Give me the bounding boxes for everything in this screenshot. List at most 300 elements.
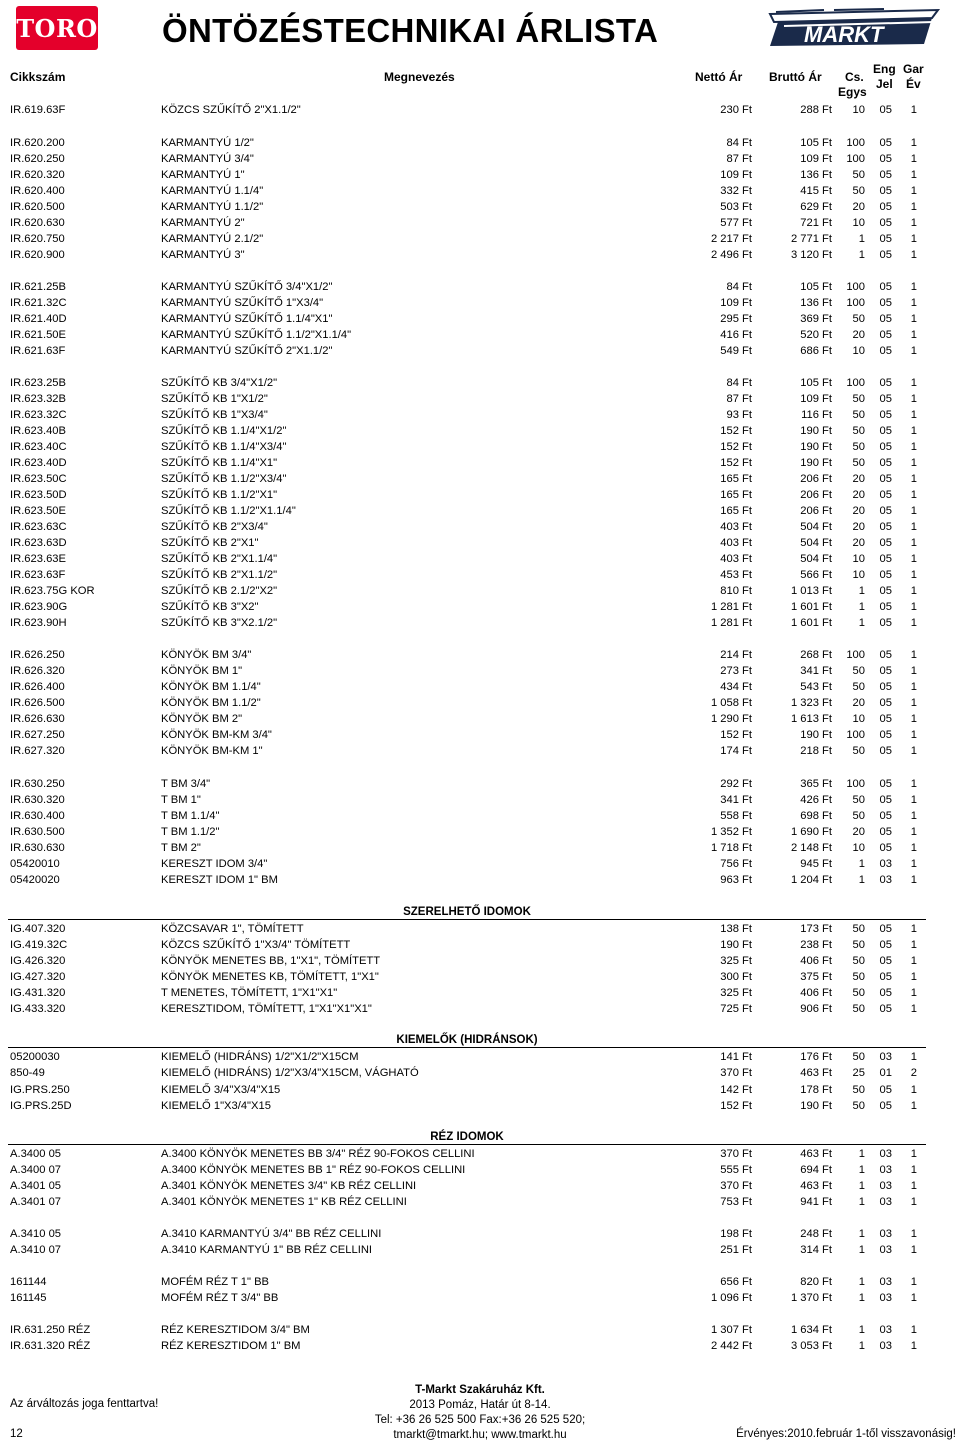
row-pack-unit: 100 [846, 281, 865, 293]
row-code: IG.PRS.250 [10, 1084, 70, 1096]
row-code: IR.630.320 [10, 794, 65, 806]
row-name: KÖNYÖK BM 1.1/2" [161, 697, 261, 709]
row-gross-price: 190 Ft [800, 457, 832, 469]
row-name: KARMANTYÚ 1/2" [161, 137, 254, 149]
row-license-mark: 03 [879, 1244, 892, 1256]
row-net-price: 549 Ft [720, 345, 752, 357]
row-pack-unit: 50 [852, 313, 865, 325]
row-gross-price: 686 Ft [800, 345, 832, 357]
row-warranty-years: 1 [910, 1003, 917, 1015]
row-gross-price: 945 Ft [800, 858, 832, 870]
row-warranty-years: 1 [910, 665, 917, 677]
table-row [0, 423, 960, 439]
row-warranty-years: 1 [910, 489, 917, 501]
row-license-mark: 05 [879, 1100, 892, 1112]
row-code: IR.623.90H [10, 617, 67, 629]
row-pack-unit: 50 [852, 441, 865, 453]
row-code: IR.623.50D [10, 489, 67, 501]
table-row [0, 279, 960, 295]
row-net-price: 453 Ft [720, 569, 752, 581]
row-gross-price: 543 Ft [800, 681, 832, 693]
row-code: A.3400 05 [10, 1148, 62, 1160]
row-code: 161144 [10, 1276, 47, 1288]
row-name: KARMANTYÚ SZŰKÍTŐ 1.1/2"X1.1/4" [161, 329, 352, 341]
row-code: IG.426.320 [10, 955, 66, 967]
row-warranty-years: 1 [910, 842, 917, 854]
row-name: KÖZCS SZŰKÍTŐ 1"X3/4" TÖMÍTETT [161, 939, 351, 951]
row-pack-unit: 20 [852, 697, 865, 709]
row-gross-price: 190 Ft [800, 1100, 832, 1112]
table-row [0, 343, 960, 359]
row-warranty-years: 1 [910, 1180, 917, 1192]
row-license-mark: 05 [879, 569, 892, 581]
row-name: SZŰKÍTŐ KB 2"X3/4" [161, 521, 268, 533]
row-license-mark: 05 [879, 249, 892, 261]
row-license-mark: 03 [879, 1051, 892, 1063]
row-name: A.3401 KÖNYÖK MENETES 1" KB RÉZ CELLINI [161, 1196, 407, 1208]
row-gross-price: 406 Ft [800, 987, 832, 999]
row-name: SZŰKÍTŐ KB 1.1/2"X1.1/4" [161, 505, 296, 517]
row-code: IR.619.63F [10, 104, 66, 116]
row-name: SZŰKÍTŐ KB 1.1/2"X1" [161, 489, 278, 501]
row-name: KARMANTYÚ 2.1/2" [161, 233, 264, 245]
row-code: IR.623.32B [10, 393, 66, 405]
row-net-price: 87 Ft [726, 153, 752, 165]
row-pack-unit: 1 [858, 1276, 865, 1288]
row-net-price: 370 Ft [720, 1067, 752, 1079]
row-pack-unit: 100 [846, 377, 865, 389]
row-net-price: 84 Ft [726, 377, 752, 389]
row-pack-unit: 50 [852, 169, 865, 181]
row-net-price: 198 Ft [720, 1228, 752, 1240]
row-name: SZŰKÍTŐ KB 1.1/4"X1" [161, 457, 278, 469]
row-pack-unit: 1 [858, 1180, 865, 1192]
row-name: SZŰKÍTŐ KB 1"X1/2" [161, 393, 268, 405]
row-license-mark: 05 [879, 425, 892, 437]
row-warranty-years: 1 [910, 569, 917, 581]
row-pack-unit: 100 [846, 778, 865, 790]
row-warranty-years: 1 [910, 1292, 917, 1304]
row-license-mark: 05 [879, 971, 892, 983]
row-name: SZŰKÍTŐ KB 2"X1" [161, 537, 259, 549]
row-pack-unit: 25 [852, 1067, 865, 1079]
row-gross-price: 1 204 Ft [790, 874, 832, 886]
row-code: IR.626.250 [10, 649, 65, 661]
row-name: RÉZ KERESZTIDOM 3/4" BM [161, 1324, 310, 1336]
row-code: IR.630.630 [10, 842, 65, 854]
row-pack-unit: 1 [858, 1244, 865, 1256]
row-code: IR.623.40C [10, 441, 67, 453]
section-heading: SZERELHETŐ IDOMOK [8, 906, 926, 920]
row-warranty-years: 1 [910, 713, 917, 725]
table-row [0, 711, 960, 727]
row-gross-price: 1 634 Ft [790, 1324, 832, 1336]
row-pack-unit: 1 [858, 249, 865, 261]
row-code: IR.623.63C [10, 521, 67, 533]
row-warranty-years: 1 [910, 169, 917, 181]
footer-validity: Érvényes:2010.február 1-től visszavonásig! [736, 1428, 956, 1440]
row-name: T BM 1.1/4" [161, 810, 220, 822]
row-net-price: 230 Ft [720, 104, 752, 116]
row-name: KÖNYÖK BM 2" [161, 713, 243, 725]
row-gross-price: 365 Ft [800, 778, 832, 790]
row-license-mark: 05 [879, 297, 892, 309]
row-name: KÖNYÖK MENETES KB, TÖMÍTETT, 1"X1" [161, 971, 379, 983]
footer-company: T-Markt Szakáruház Kft. [415, 1384, 545, 1396]
row-name: KARMANTYÚ SZŰKÍTŐ 1"X3/4" [161, 297, 324, 309]
row-code: IR.630.250 [10, 778, 65, 790]
table-row [0, 215, 960, 231]
row-gross-price: 288 Ft [800, 104, 832, 116]
row-license-mark: 05 [879, 1003, 892, 1015]
row-gross-price: 1 601 Ft [790, 601, 832, 613]
row-net-price: 753 Ft [720, 1196, 752, 1208]
row-pack-unit: 1 [858, 1148, 865, 1160]
row-license-mark: 05 [879, 681, 892, 693]
row-name: KERESZTIDOM, TÖMÍTETT, 1"X1"X1"X1" [161, 1003, 372, 1015]
row-code: IR.623.63E [10, 553, 66, 565]
row-license-mark: 05 [879, 665, 892, 677]
table-row [0, 663, 960, 679]
row-code: IR.620.750 [10, 233, 65, 245]
row-net-price: 403 Ft [720, 521, 752, 533]
row-gross-price: 1 613 Ft [790, 713, 832, 725]
row-warranty-years: 1 [910, 473, 917, 485]
row-warranty-years: 1 [910, 810, 917, 822]
row-license-mark: 05 [879, 955, 892, 967]
row-code: IR.626.320 [10, 665, 65, 677]
row-warranty-years: 1 [910, 1324, 917, 1336]
row-pack-unit: 50 [852, 971, 865, 983]
row-name: A.3410 KARMANTYÚ 3/4" BB RÉZ CELLINI [161, 1228, 382, 1240]
row-gross-price: 206 Ft [800, 473, 832, 485]
row-code: IR.631.320 RÉZ [10, 1340, 91, 1352]
row-code: A.3400 07 [10, 1164, 62, 1176]
row-pack-unit: 50 [852, 987, 865, 999]
row-license-mark: 03 [879, 1324, 892, 1336]
row-license-mark: 05 [879, 713, 892, 725]
row-name: KERESZT IDOM 3/4" [161, 858, 268, 870]
row-code: IR.621.63F [10, 345, 66, 357]
row-name: T BM 1" [161, 794, 201, 806]
row-warranty-years: 1 [910, 729, 917, 741]
table-row [0, 921, 960, 937]
table-row [0, 808, 960, 824]
row-net-price: 1 281 Ft [710, 601, 752, 613]
table-row [0, 872, 960, 888]
row-license-mark: 05 [879, 617, 892, 629]
row-code: IG.PRS.25D [10, 1100, 72, 1112]
row-license-mark: 05 [879, 794, 892, 806]
row-name: MOFÉM RÉZ T 1" BB [161, 1276, 269, 1288]
row-net-price: 87 Ft [726, 393, 752, 405]
row-warranty-years: 1 [910, 329, 917, 341]
row-name: SZŰKÍTŐ KB 1.1/2"X3/4" [161, 473, 287, 485]
row-name: T MENETES, TÖMÍTETT, 1"X1"X1" [161, 987, 338, 999]
row-code: IR.623.32C [10, 409, 67, 421]
row-code: A.3410 05 [10, 1228, 62, 1240]
row-gross-price: 463 Ft [800, 1148, 832, 1160]
row-warranty-years: 1 [910, 425, 917, 437]
row-name: A.3401 KÖNYÖK MENETES 3/4" KB RÉZ CELLINI [161, 1180, 417, 1192]
row-name: T BM 1.1/2" [161, 826, 220, 838]
table-row [0, 1146, 960, 1162]
row-name: SZŰKÍTŐ KB 1.1/4"X1/2" [161, 425, 287, 437]
row-code: IR.621.32C [10, 297, 67, 309]
row-code: IR.623.40B [10, 425, 66, 437]
table-row [0, 969, 960, 985]
row-license-mark: 05 [879, 104, 892, 116]
row-license-mark: 05 [879, 217, 892, 229]
page-number: 12 [10, 1428, 23, 1440]
row-pack-unit: 10 [852, 842, 865, 854]
row-pack-unit: 10 [852, 217, 865, 229]
row-pack-unit: 50 [852, 393, 865, 405]
row-gross-price: 941 Ft [800, 1196, 832, 1208]
row-code: IR.631.250 RÉZ [10, 1324, 91, 1336]
row-net-price: 138 Ft [720, 923, 752, 935]
row-net-price: 403 Ft [720, 537, 752, 549]
row-warranty-years: 1 [910, 553, 917, 565]
row-net-price: 370 Ft [720, 1148, 752, 1160]
table-row [0, 1274, 960, 1290]
row-pack-unit: 50 [852, 665, 865, 677]
row-warranty-years: 1 [910, 1244, 917, 1256]
row-net-price: 325 Ft [720, 987, 752, 999]
table-row [0, 327, 960, 343]
row-net-price: 558 Ft [720, 810, 752, 822]
row-name: KARMANTYÚ 1.1/4" [161, 185, 264, 197]
row-license-mark: 05 [879, 537, 892, 549]
row-gross-price: 721 Ft [800, 217, 832, 229]
row-pack-unit: 1 [858, 233, 865, 245]
toro-logo: TORO [16, 6, 98, 50]
row-net-price: 152 Ft [720, 457, 752, 469]
row-license-mark: 05 [879, 169, 892, 181]
row-net-price: 295 Ft [720, 313, 752, 325]
row-gross-price: 1 690 Ft [790, 826, 832, 838]
row-license-mark: 05 [879, 201, 892, 213]
row-gross-price: 504 Ft [800, 537, 832, 549]
row-code: IR.626.630 [10, 713, 65, 725]
row-pack-unit: 100 [846, 729, 865, 741]
row-license-mark: 05 [879, 345, 892, 357]
row-name: KIEMELŐ 3/4"X3/4"X15 [161, 1084, 281, 1096]
row-net-price: 810 Ft [720, 585, 752, 597]
row-name: KÖNYÖK BM 1" [161, 665, 243, 677]
row-name: KARMANTYÚ SZŰKÍTŐ 1.1/4"X1" [161, 313, 333, 325]
row-warranty-years: 1 [910, 185, 917, 197]
row-gross-price: 206 Ft [800, 489, 832, 501]
row-code: IG.431.320 [10, 987, 66, 999]
table-row [0, 1098, 960, 1114]
table-row [0, 1290, 960, 1306]
row-net-price: 403 Ft [720, 553, 752, 565]
row-gross-price: 2 148 Ft [790, 842, 832, 854]
row-net-price: 756 Ft [720, 858, 752, 870]
row-pack-unit: 100 [846, 297, 865, 309]
row-name: KÖNYÖK BM-KM 3/4" [161, 729, 272, 741]
row-pack-unit: 1 [858, 874, 865, 886]
row-warranty-years: 1 [910, 858, 917, 870]
table-row [0, 583, 960, 599]
row-warranty-years: 1 [910, 137, 917, 149]
row-net-price: 273 Ft [720, 665, 752, 677]
table-row [0, 1082, 960, 1098]
row-pack-unit: 100 [846, 649, 865, 661]
col-header-name: Megnevezés [384, 70, 455, 84]
row-pack-unit: 1 [858, 1164, 865, 1176]
row-warranty-years: 1 [910, 697, 917, 709]
row-name: RÉZ KERESZTIDOM 1" BM [161, 1340, 301, 1352]
row-name: SZŰKÍTŐ KB 3"X2" [161, 601, 259, 613]
row-net-price: 109 Ft [720, 297, 752, 309]
row-warranty-years: 1 [910, 585, 917, 597]
row-warranty-years: 1 [910, 537, 917, 549]
table-row [0, 471, 960, 487]
row-gross-price: 248 Ft [800, 1228, 832, 1240]
row-net-price: 141 Ft [720, 1051, 752, 1063]
section-heading: KIEMELŐK (HIDRÁNSOK) [8, 1034, 926, 1048]
row-pack-unit: 50 [852, 681, 865, 693]
row-pack-unit: 20 [852, 473, 865, 485]
row-gross-price: 190 Ft [800, 425, 832, 437]
row-license-mark: 05 [879, 697, 892, 709]
row-gross-price: 698 Ft [800, 810, 832, 822]
row-code: IR.626.500 [10, 697, 65, 709]
row-warranty-years: 1 [910, 153, 917, 165]
row-code: IR.626.400 [10, 681, 65, 693]
row-name: KARMANTYÚ 1.1/2" [161, 201, 264, 213]
row-code: IR.621.50E [10, 329, 66, 341]
row-pack-unit: 100 [846, 137, 865, 149]
table-row [0, 695, 960, 711]
row-net-price: 165 Ft [720, 473, 752, 485]
row-gross-price: 178 Ft [800, 1084, 832, 1096]
row-pack-unit: 50 [852, 794, 865, 806]
row-code: IR.620.250 [10, 153, 65, 165]
row-pack-unit: 50 [852, 745, 865, 757]
row-net-price: 152 Ft [720, 441, 752, 453]
row-net-price: 2 496 Ft [710, 249, 752, 261]
row-pack-unit: 1 [858, 1196, 865, 1208]
table-row [0, 167, 960, 183]
row-net-price: 1 718 Ft [710, 842, 752, 854]
table-row [0, 1178, 960, 1194]
footer-phone: Tel: +36 26 525 500 Fax:+36 26 525 520; [374, 1414, 586, 1426]
row-name: SZŰKÍTŐ KB 1.1/4"X3/4" [161, 441, 287, 453]
row-gross-price: 406 Ft [800, 955, 832, 967]
row-license-mark: 03 [879, 1228, 892, 1240]
row-license-mark: 03 [879, 1340, 892, 1352]
table-row [0, 1001, 960, 1017]
row-net-price: 214 Ft [720, 649, 752, 661]
table-row [0, 856, 960, 872]
table-row [0, 937, 960, 953]
row-warranty-years: 1 [910, 649, 917, 661]
table-row [0, 792, 960, 808]
row-warranty-years: 1 [910, 233, 917, 245]
row-license-mark: 03 [879, 1148, 892, 1160]
row-gross-price: 520 Ft [800, 329, 832, 341]
row-net-price: 251 Ft [720, 1244, 752, 1256]
table-row [0, 199, 960, 215]
table-row [0, 824, 960, 840]
row-pack-unit: 20 [852, 521, 865, 533]
table-row [0, 743, 960, 759]
row-license-mark: 03 [879, 1276, 892, 1288]
row-net-price: 152 Ft [720, 729, 752, 741]
row-warranty-years: 2 [910, 1067, 917, 1079]
table-row [0, 567, 960, 583]
row-net-price: 1 290 Ft [710, 713, 752, 725]
row-license-mark: 05 [879, 923, 892, 935]
row-gross-price: 463 Ft [800, 1067, 832, 1079]
section-heading: RÉZ IDOMOK [8, 1131, 926, 1145]
row-net-price: 1 058 Ft [710, 697, 752, 709]
row-net-price: 1 281 Ft [710, 617, 752, 629]
row-gross-price: 463 Ft [800, 1180, 832, 1192]
row-code: IR.630.500 [10, 826, 65, 838]
row-pack-unit: 1 [858, 1228, 865, 1240]
row-pack-unit: 20 [852, 505, 865, 517]
row-gross-price: 1 370 Ft [790, 1292, 832, 1304]
row-license-mark: 05 [879, 409, 892, 421]
row-license-mark: 05 [879, 521, 892, 533]
row-warranty-years: 1 [910, 1148, 917, 1160]
row-pack-unit: 50 [852, 409, 865, 421]
row-net-price: 84 Ft [726, 281, 752, 293]
row-pack-unit: 50 [852, 1003, 865, 1015]
row-code: IR.623.25B [10, 377, 66, 389]
row-pack-unit: 20 [852, 201, 865, 213]
col-header-gross: Bruttó Ár [769, 70, 822, 84]
row-warranty-years: 1 [910, 441, 917, 453]
row-net-price: 416 Ft [720, 329, 752, 341]
row-warranty-years: 1 [910, 377, 917, 389]
row-pack-unit: 10 [852, 569, 865, 581]
row-net-price: 93 Ft [726, 409, 752, 421]
row-gross-price: 820 Ft [800, 1276, 832, 1288]
footer-address: 2013 Pomáz, Határ út 8-14. [409, 1399, 551, 1411]
row-gross-price: 1 323 Ft [790, 697, 832, 709]
row-warranty-years: 1 [910, 505, 917, 517]
col-header-code: Cikkszám [10, 70, 66, 84]
row-license-mark: 05 [879, 441, 892, 453]
row-name: KARMANTYÚ 3" [161, 249, 245, 261]
row-license-mark: 05 [879, 1084, 892, 1096]
row-code: IR.620.900 [10, 249, 65, 261]
row-name: SZŰKÍTŐ KB 1"X3/4" [161, 409, 268, 421]
table-row [0, 1242, 960, 1258]
row-pack-unit: 1 [858, 858, 865, 870]
row-name: KIEMELŐ 1"X3/4"X15 [161, 1100, 271, 1112]
row-warranty-years: 1 [910, 409, 917, 421]
row-net-price: 190 Ft [720, 939, 752, 951]
row-warranty-years: 1 [910, 745, 917, 757]
row-code: 05200030 [10, 1051, 60, 1063]
row-code: IR.621.40D [10, 313, 67, 325]
col-header-jel-2: Jel [876, 77, 893, 91]
row-warranty-years: 1 [910, 1276, 917, 1288]
row-license-mark: 05 [879, 585, 892, 597]
row-gross-price: 566 Ft [800, 569, 832, 581]
row-code: 161145 [10, 1292, 47, 1304]
row-code: A.3401 05 [10, 1180, 62, 1192]
row-license-mark: 03 [879, 1292, 892, 1304]
row-pack-unit: 20 [852, 537, 865, 549]
table-row [0, 295, 960, 311]
